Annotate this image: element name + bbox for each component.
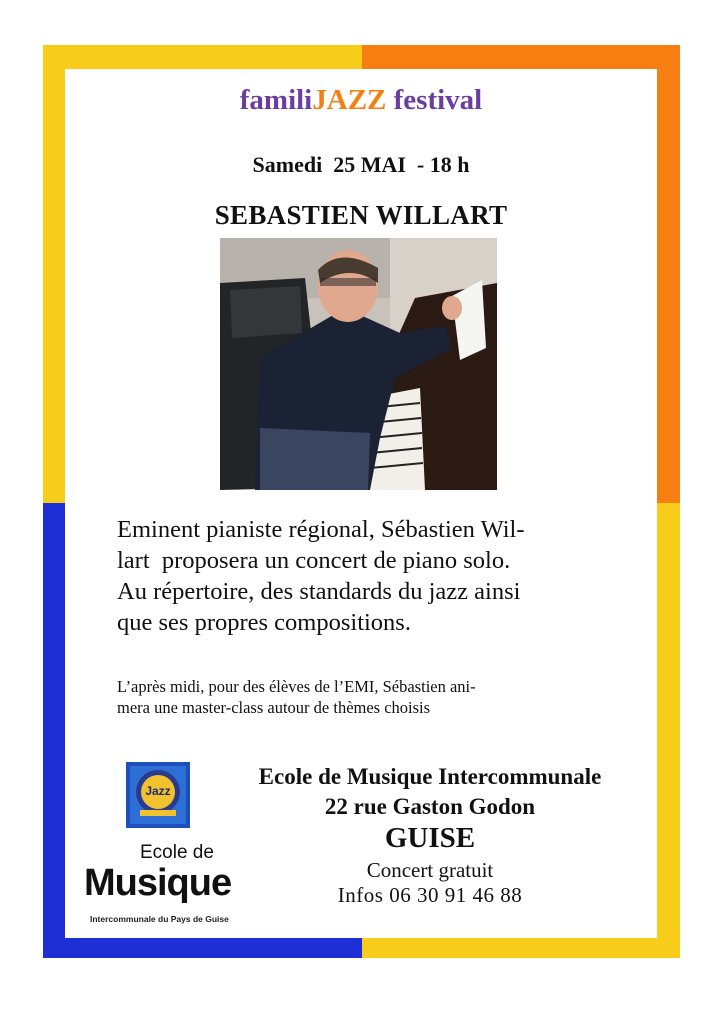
frame-bottom-right bbox=[362, 938, 680, 958]
school-logo-line2: Musique bbox=[84, 862, 232, 904]
school-name: Ecole de Musique Intercommunale bbox=[258, 764, 602, 789]
frame-left-bottom bbox=[43, 503, 65, 958]
frame-top-right bbox=[362, 45, 680, 69]
school-logo-line1: Ecole de bbox=[140, 842, 214, 863]
frame-right-top bbox=[657, 45, 680, 503]
artist-name: SEBASTIEN WILLART bbox=[214, 200, 508, 230]
frame-left-top bbox=[43, 45, 65, 503]
jazz-logo-text: Jazz bbox=[145, 784, 171, 798]
description-line: lart proposera un concert de piano solo. bbox=[117, 547, 511, 574]
festival-title-post: festival bbox=[386, 84, 483, 116]
info-phone: Infos 06 30 91 46 88 bbox=[337, 883, 523, 907]
school-logo-line3: Intercommunale du Pays de Guise bbox=[90, 914, 229, 924]
description bbox=[117, 514, 617, 638]
pianist-photo bbox=[220, 238, 497, 490]
street-address: 22 rue Gaston Godon bbox=[324, 794, 536, 819]
description-line: que ses propres compositions. bbox=[117, 609, 411, 636]
event-date: Samedi 25 MAI - 18 h bbox=[252, 152, 470, 177]
festival-title bbox=[65, 84, 657, 117]
note-line: mera une master-class autour de thèmes choisis bbox=[117, 698, 431, 717]
description-line: Au répertoire, des standards du jazz ainsi bbox=[117, 578, 521, 605]
description-line: Eminent pianiste régional, Sébastien Wil- bbox=[117, 516, 525, 543]
jazz-logo bbox=[126, 762, 190, 828]
festival-title-jazz: JAZZ bbox=[312, 84, 387, 116]
frame-bottom-left bbox=[43, 938, 362, 958]
concert-price: Concert gratuit bbox=[366, 858, 494, 882]
note-line: L’après midi, pour des élèves de l’EMI, Sébastien ani- bbox=[117, 677, 476, 696]
city: GUISE bbox=[384, 822, 476, 854]
festival-title-pre: famili bbox=[239, 84, 313, 116]
masterclass-note bbox=[117, 676, 617, 718]
frame-top-left bbox=[43, 45, 362, 69]
frame-right-bottom bbox=[657, 503, 680, 958]
